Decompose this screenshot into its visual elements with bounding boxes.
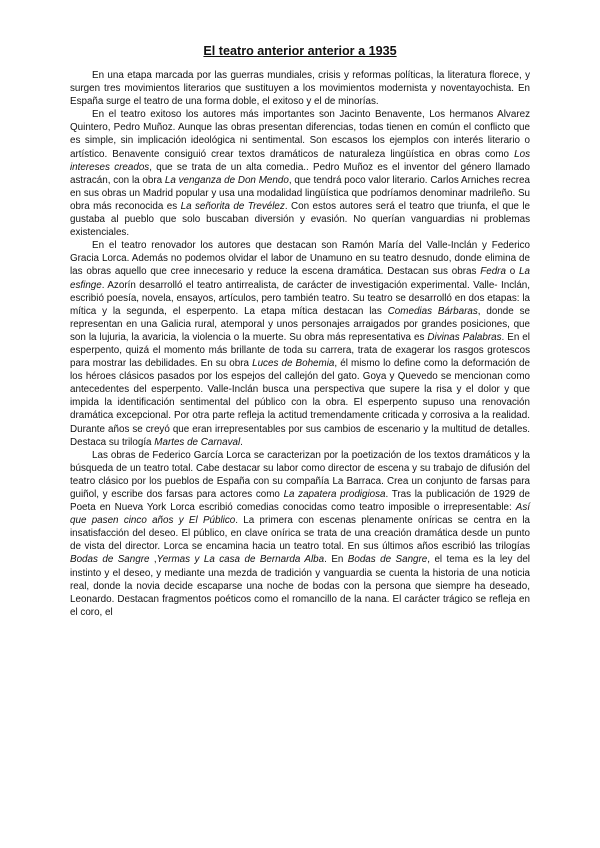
body-paragraph: [70, 239, 530, 449]
document-body: [70, 69, 530, 619]
work-title-text: Yermas y La casa de Bernarda Alba: [156, 554, 325, 566]
body-paragraph: [70, 69, 530, 108]
work-title-text: Fedra: [480, 266, 506, 278]
paragraph-text: . Con estos autores será el teatro que triunfa, el que le gustaba al pueblo que solo buscaban diversión y evasión. No querían vanguardias ni problemas existenciales.: [70, 200, 530, 239]
paragraph-text: . Azorín desarrolló el teatro antirrealista, de carácter de investigación experimental. Valle- Inclán, escribió poesía, novela, ensayos, artículos, pero también teatro. Su teatro se desarrolló en dos etapas: la mítica y la segunda, el esperpento. La etapa mítica destacan las: [70, 279, 530, 317]
body-paragraph: [70, 108, 530, 239]
work-title-text: Así que pasen cinco años y El Público: [70, 502, 530, 527]
page-title: El teatro anterior anterior a 1935: [203, 44, 397, 58]
paragraph-text: , donde se representan en una Galicia rural, atemporal y unos personajes arraigados por grandes posiciones, que son la lujuria, la avaricia, la violencia o la muerte. Su obra más representativa es: [70, 305, 530, 343]
work-title-text: La esfinge: [70, 266, 530, 291]
paragraph-text: , él mismo lo define como la deformación de los héroes clásicos pasados por los espejos del callejón del gato. Goya y Quevedo se mencionan como antecedentes del esperpento. Valle-Inclán busca una perspectiva que supere la risa y el dolor y que impida la identificación sentimental del público con la obra. El esperpento supuso una renovación dramática excepcional. Por otra parte refleja la actitud tremendamente criticada y corrosiva a la realidad. Durante años se creyó que eran irrepresentables por sus cambios de escenario y la multitud de detalles. Destaca su trilogía: [70, 358, 530, 448]
paragraph-text: , el tema es la ley del instinto y el deseo, y mediante una mezda de tradición y vanguardia se cuenta la historia de una noticia real, donde la novia decide escaparse una noche de bodas con la persona que siempre ha deseado, Leonardo. Destacan fragmentos poéticos como el romancillo de la nana. El carácter trágico se refleja en el coro, el: [70, 554, 530, 618]
work-title-text: Los intereses creados: [70, 148, 530, 173]
paragraph-text: ,: [149, 554, 157, 566]
paragraph-text: . En el esperpento, quizá el momento más brillante de toda su carrera, trata de exagerar los rasgos grotescos para mostrar las debilidades. En su obra: [70, 331, 530, 370]
paragraph-text: En el teatro exitoso los autores más importantes son Jacinto Benavente, Los hermanos Alvarez Quintero, Pedro Muñoz. Aunque las obras presentan diferencias, todas tienen en común el conflicto que es simple, sin implicación ideológica ni sentimental. Son escasos los ejemplos con interés literario o artístico. Benavente consiguió crear textos dramáticos de naturaleza lingüística en obras como: [70, 109, 530, 160]
work-title-text: La zapatera prodigiosa: [283, 489, 386, 500]
work-title-text: La señorita de Trevélez: [180, 200, 285, 212]
work-title-text: Comedias Bárbaras: [387, 305, 478, 317]
work-title-text: Martes de Carnaval: [154, 436, 241, 448]
paragraph-text: . En: [324, 554, 348, 566]
work-title-text: Luces de Bohemia: [252, 358, 335, 370]
paragraph-text: .: [240, 436, 243, 448]
paragraph-text: En el teatro renovador los autores que destacan son Ramón María del Valle-Inclán y Federico Gracia Lorca. Además no podemos olvidar el labor de Unamuno en su teatro desnudo, donde elimina de las obras aquello que cree innecesario y reduce la escena dramática. Destacan sus obras: [70, 240, 530, 278]
work-title-text: La venganza de Don Mendo: [164, 174, 289, 186]
paragraph-text: En una etapa marcada por las guerras mundiales, crisis y reformas políticas, la literatura florece, y surgen tres movimientos literarios que sustituyen a los movimientos modernista y noventayochista. En España surge el teatro de una forma doble, el exitoso y el de minorías.: [70, 70, 530, 108]
paragraph-text: . Tras la publicación de 1929 de Poeta en Nueva York Lorca escribió comedias conocidas como teatro imposible o irrepresentable:: [70, 489, 531, 514]
paragraph-text: o: [505, 266, 520, 278]
work-title-text: Bodas de Sangre: [347, 554, 428, 566]
paragraph-text: Las obras de Federico García Lorca se caracterizan por la poetización de los textos dramáticos y la búsqueda de un teatro total. Cabe destacar su labor como director de escena y su trabajo de difusión del teatro clásico por los pueblos de España con su compañía La Barraca. Crea un conjunto de farsas para guiñol, y escribe dos farsas para actores como: [70, 449, 530, 500]
work-title-text: Bodas de Sangre: [70, 554, 150, 566]
paragraph-text: , que se trata de un alta comedia.. Pedro Muñoz es el inventor del género llamado astracán, con la obra: [70, 161, 531, 186]
body-paragraph: [70, 449, 530, 619]
paragraph-text: . La primera con escenas plenamente oníricas se centra en la insatisfacción del deseo. El público, en clave onírica se trata de una creación dramática desde un punto de vista del director. Lorca se encamina hacia un teatro total. En sus últimos años escribió las trilogías: [70, 515, 530, 553]
paragraph-text: , que tendrá poco valor literario. Carlos Arniches recrea en sus obras un Madrid popular y usa una modalidad lingüística que podríamos denominar madrileño. Su obra más reconocida es: [70, 174, 531, 212]
work-title-text: Divinas Palabras: [427, 331, 502, 343]
